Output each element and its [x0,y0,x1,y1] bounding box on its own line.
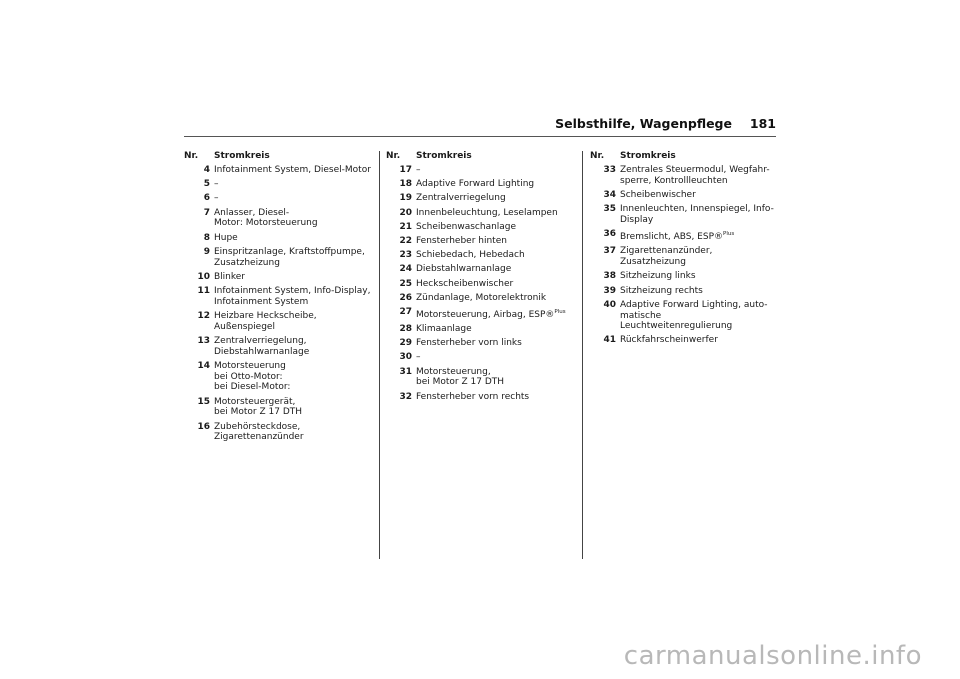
circuit-text: – [416,165,421,175]
fuse-row [184,336,374,358]
circuit-description [214,272,374,283]
circuit-text: Schiebedach, Hebedach [416,250,525,261]
fuse-row [590,165,776,187]
circuit-text: Sitzheizung links [620,271,696,282]
fuse-row [386,338,576,349]
fuse-row [184,233,374,244]
circuit-description [620,271,776,282]
circuit-description [416,324,576,335]
fuse-row [184,208,374,230]
superscript-plus: Plus [723,231,735,238]
fuse-number: 10 [197,271,210,282]
fuse-number: 21 [399,221,412,232]
fuse-number: 18 [399,179,412,190]
circuit-description [620,286,776,297]
fuse-row [184,179,374,190]
circuit-text: Fensterheber vorn rechts [416,391,530,402]
circuit-text: Infotainment System, Info-Display, Infotainment System [214,285,371,307]
fuse-number: 35 [603,204,616,215]
fuse-number: 23 [399,250,412,261]
circuit-description [416,165,576,176]
fuse-row [386,208,576,219]
circuit-description [214,247,374,269]
fuse-column-3 [590,151,776,350]
fuse-row [386,222,576,233]
circuit-text: – [214,193,219,204]
fuse-number: 8 [203,232,210,243]
circuit-text: Scheibenwaschanlage [416,221,517,232]
fuse-number: 17 [399,165,412,175]
circuit-description [416,250,576,261]
fuse-row [386,193,576,204]
circuit-description [416,352,576,363]
circuit-text: Zentralverriegelung [416,193,506,204]
column-divider [379,151,380,559]
circuit-description [214,286,374,308]
circuit-text: Hupe [214,232,238,243]
circuit-text: Adaptive Forward Lighting [416,179,535,190]
fuse-column-1 [184,151,374,447]
header-stromkreis: Stromkreis [214,151,270,161]
fuse-number: 11 [197,285,210,296]
fuse-row [386,392,576,403]
fuse-list [386,165,576,402]
column-divider [582,151,583,559]
fuse-number: 4 [203,165,210,175]
fuse-number: 33 [603,165,616,175]
circuit-text: Innenleuchten, Innenspiegel, Info- Display [620,204,774,225]
fuse-number: 29 [399,338,412,349]
circuit-description [620,190,776,201]
superscript-plus: Plus [554,308,566,315]
fuse-number: 32 [399,391,412,402]
circuit-text: Motorsteuerung, Airbag, ESP® [416,309,555,320]
fuse-row [184,397,374,419]
circuit-description [416,179,576,190]
fuse-number: 7 [203,207,210,218]
circuit-description [620,229,776,243]
fuse-number: 37 [603,246,616,257]
fuse-row [590,300,776,332]
fuse-row [184,311,374,333]
fuse-row [386,250,576,261]
circuit-text: – [214,179,219,190]
header-nr: Nr. [386,151,401,161]
circuit-description [214,208,374,230]
circuit-description [214,193,374,204]
fuse-row [590,246,776,268]
circuit-description [620,300,776,332]
fuse-row [184,361,374,393]
fuse-number: 34 [603,189,616,200]
circuit-description [416,338,576,349]
circuit-text: Infotainment System, Diesel-Motor [214,165,371,175]
circuit-description [416,264,576,275]
fuse-number: 31 [399,366,412,377]
circuit-description [620,335,776,346]
circuit-text: Fensterheber hinten [416,235,507,246]
fuse-row [184,272,374,283]
fuse-row [386,236,576,247]
circuit-description [620,165,776,187]
fuse-row [386,179,576,190]
circuit-description [214,179,374,190]
fuse-row [386,264,576,275]
fuse-number: 38 [603,271,616,282]
circuit-description [620,204,776,226]
fuse-number: 30 [399,352,412,363]
circuit-text: Zentrales Steuermodul, Wegfahr- sperre, Kontrollleuchten [620,165,770,186]
fuse-number: 15 [197,396,210,407]
fuse-row [590,204,776,226]
fuse-number: 26 [399,292,412,303]
circuit-description [416,293,576,304]
watermark: carmanualsonline.info [623,641,922,671]
circuit-text: Anlasser, Diesel- Motor: Motorsteuerung [214,207,318,229]
fuse-number: 36 [603,229,616,240]
circuit-description [416,193,576,204]
circuit-description [416,208,576,219]
circuit-text: Adaptive Forward Lighting, auto- matische Leuchtweitenregulierung [620,299,768,332]
circuit-text: Diebstahlwarnanlage [416,264,512,275]
fuse-number: 27 [399,306,412,317]
fuse-list [184,165,374,443]
fuse-number: 5 [203,179,210,190]
circuit-text: Zubehörsteckdose, Zigarettenanzünder [214,421,304,443]
circuit-text: Einspritzanlage, Kraftstoffpumpe, Zusatzheizung [214,246,365,268]
circuit-description [214,233,374,244]
fuse-number: 14 [197,360,210,371]
fuse-row [386,307,576,321]
fuse-row [184,193,374,204]
fuse-number: 20 [399,207,412,218]
circuit-description [416,307,576,321]
fuse-number: 12 [197,310,210,321]
column-header [184,151,374,165]
fuse-row [590,271,776,282]
circuit-description [416,222,576,233]
column-header [590,151,776,165]
fuse-row [590,335,776,346]
circuit-description [214,336,374,358]
fuse-row [184,247,374,269]
circuit-text: Blinker [214,271,246,282]
circuit-text: Motorsteuergerät, bei Motor Z 17 DTH [214,396,303,418]
column-header [386,151,576,165]
page-number: 181 [749,116,776,131]
fuse-row [386,367,576,389]
circuit-text: Heckscheibenwischer [416,278,514,289]
circuit-text: Zigarettenanzünder, Zusatzheizung [620,246,713,268]
header-nr: Nr. [590,151,605,161]
circuit-text: Scheibenwischer [620,189,696,200]
fuse-row [590,286,776,297]
circuit-text: Rückfahrscheinwerfer [620,335,718,346]
circuit-text: Zentralverriegelung, Diebstahlwarnanlage [214,335,310,357]
fuse-number: 39 [603,285,616,296]
circuit-text: – [416,352,421,363]
fuse-number: 6 [203,193,210,204]
fuse-row [386,352,576,363]
circuit-text: Fensterheber vorn links [416,338,522,349]
circuit-description [416,392,576,403]
header-stromkreis: Stromkreis [620,151,676,161]
header-stromkreis: Stromkreis [416,151,472,161]
circuit-text: Sitzheizung rechts [620,285,703,296]
header-nr: Nr. [184,151,199,161]
fuse-row [386,165,576,176]
fuse-number: 24 [399,264,412,275]
fuse-number: 13 [197,335,210,346]
fuse-row [386,279,576,290]
circuit-description [214,397,374,419]
circuit-description [416,367,576,389]
fuse-row [590,190,776,201]
circuit-description [416,279,576,290]
circuit-description [214,165,374,176]
circuit-text: Motorsteuerung bei Otto-Motor: bei Diesel-Motor: [214,360,291,393]
page-header [184,114,776,137]
circuit-text: Klimaanlage [416,324,472,335]
fuse-number: 22 [399,235,412,246]
fuse-row [184,286,374,308]
page-title: Selbsthilfe, Wagenpflege [555,116,732,131]
fuse-number: 16 [197,421,210,432]
fuse-number: 9 [203,246,210,257]
fuse-row [590,229,776,243]
circuit-text: Innenbeleuchtung, Leselampen [416,207,558,218]
circuit-text: Motorsteuerung, bei Motor Z 17 DTH [416,366,505,388]
fuse-row [386,293,576,304]
circuit-description [214,422,374,444]
fuse-list [590,165,776,346]
circuit-text: Heizbare Heckscheibe, Außenspiegel [214,310,317,332]
circuit-description [214,361,374,393]
fuse-number: 25 [399,278,412,289]
fuse-row [386,324,576,335]
circuit-text: Zündanlage, Motorelektronik [416,292,547,303]
fuse-number: 28 [399,324,412,335]
circuit-text: Bremslicht, ABS, ESP® [620,232,724,243]
fuse-number: 41 [603,335,616,346]
fuse-column-2 [386,151,576,406]
fuse-row [184,165,374,176]
circuit-description [620,246,776,268]
fuse-row [184,422,374,444]
circuit-description [214,311,374,333]
fuse-number: 40 [603,299,616,310]
fuse-number: 19 [399,193,412,204]
circuit-description [416,236,576,247]
